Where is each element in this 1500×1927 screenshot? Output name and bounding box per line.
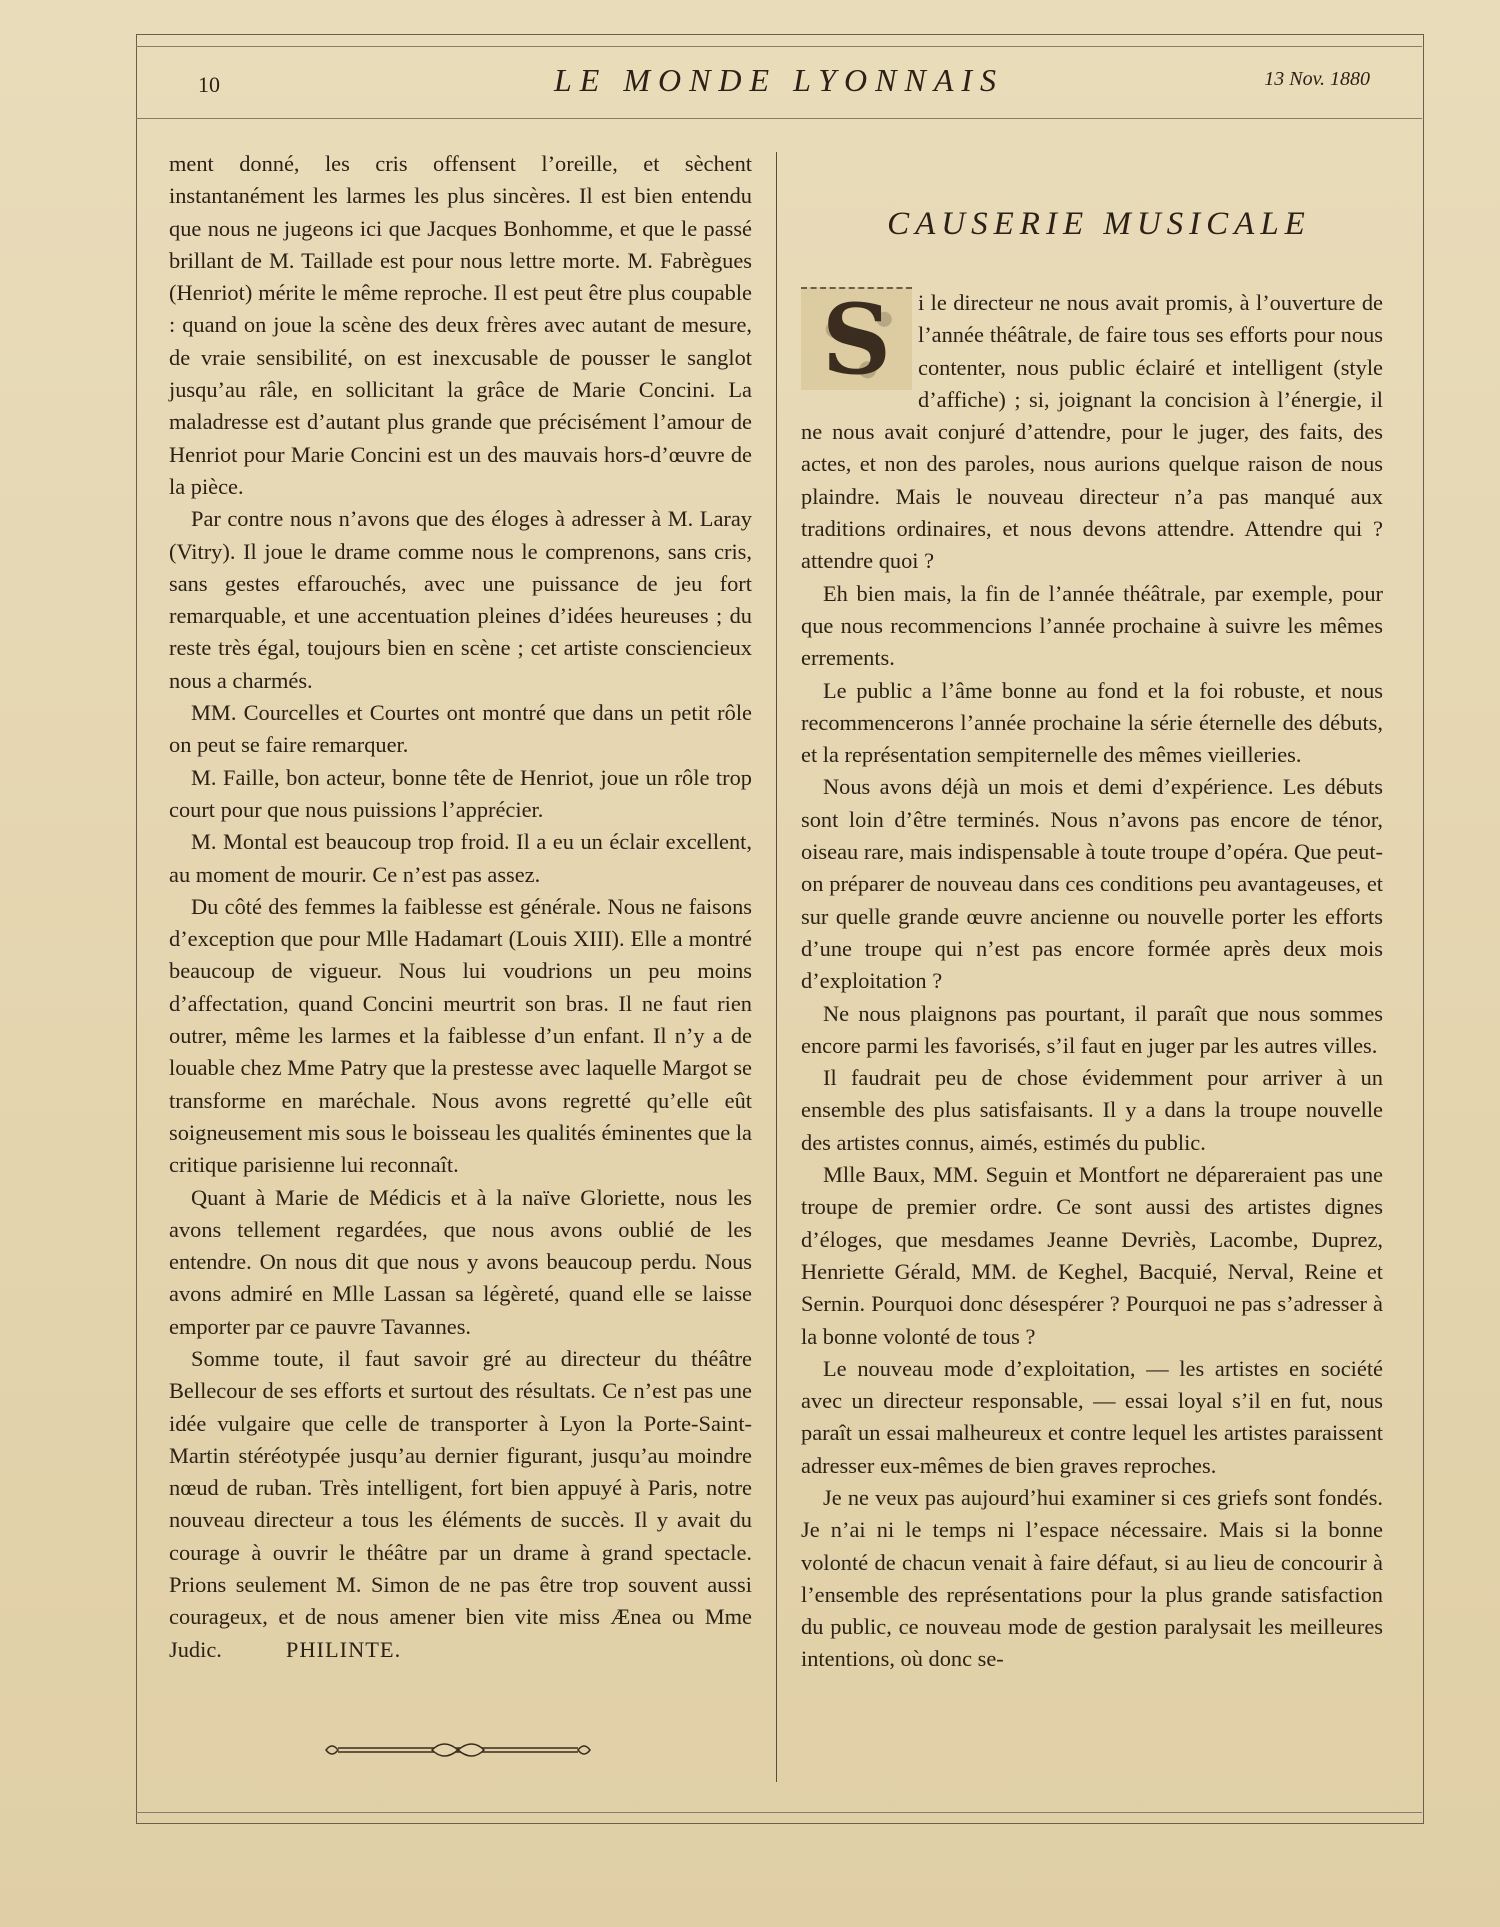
left-column xyxy=(169,148,752,1666)
left-paragraph-6: Du côté des femmes la faiblesse est générale. Nous ne faisons d’exception que pour Mlle Hadamart (Louis XIII). Elle a montré beaucoup de vigueur. Nous lui voudrions un peu moins d’affectation, quand Concini meurtrit son bras. Il ne faut rien outrer, même les larmes et la faiblesse d’un enfant. Il n’y a de louable chez Mme Patry que la prestesse avec laquelle Margot se transforme en maréchale. Nous avons regretté qu’elle eût soigneusement mis sous le boisseau les qualités éminentes que la critique parisienne lui reconnaît. xyxy=(169,893,752,1178)
running-head xyxy=(136,54,1422,110)
footer-rule xyxy=(136,1812,1422,1813)
right-paragraph-3: Le public a l’âme bonne au fond et la foi robuste, et nous recommencerons l’année prochaine la série éternelle des débuts, et la représentation sempiternelle des mêmes vieilleries. xyxy=(801,677,1383,768)
right-paragraph-8: Le nouveau mode d’exploitation, — les artistes en société avec un directeur responsable, — essai loyal s’il en fut, nous paraît un essai malheureux et contre lequel les artistes paraissent adresser eux-mêmes de bien graves reproches. xyxy=(801,1355,1383,1478)
left-paragraph-8 xyxy=(169,1343,752,1666)
right-paragraph-4: Nous avons déjà un mois et demi d’expérience. Les débuts sont loin d’être terminés. Nous n’avons pas encore de ténor, oiseau rare, mais indispensable à toute troupe d’opéra. Que peut-on préparer de nouveau dans ces conditions peu avantageuses, et sur quelle grande œuvre ancienne ou nouvelle porter les efforts d’une troupe qui n’est pas encore formée après deux mois d’exploitation ? xyxy=(801,774,1383,994)
page-number: 10 xyxy=(198,72,220,97)
right-paragraph-1-text: i le directeur ne nous avait promis, à l’ouverture de l’année théâtrale, de faire tous ses efforts pour nous contenter, nous public éclairé et intelligent (style d’affiche) ; si, joignant la concision à l’énergie, il ne nous avait conjuré d’attendre, pour le juger, des faits, des actes, et non des paroles, nous aurions quelque raison de nous plaindre. Mais le nouveau directeur n’a pas manqué aux traditions ordinaires, et nous devons attendre. Attendre qui ? attendre quoi ? xyxy=(801,290,1383,574)
ornate-drop-cap: S xyxy=(801,287,912,390)
journal-title: LE MONDE LYONNAIS xyxy=(553,62,1005,98)
right-paragraph-1 xyxy=(801,283,1383,578)
left-paragraph-8-text: Somme toute, il faut savoir gré au directeur du théâtre Bellecour de ses efforts et surtout des résultats. Ce n’est pas une idée vulgaire que celle de transporter à Lyon la Porte-Saint-Martin stéréotypée jusqu’au dernier figurant, jusqu’au moindre nœud de ruban. Très intelligent, fort bien appuyé à Paris, notre nouveau directeur a tous les éléments de succès. Il y avait du courage à ouvrir le théâtre par un drame à grand spectacle. Prions seulement M. Simon de ne pas être trop souvent aussi courageux, et de nous amener bien vite miss Ænea ou Mme Judic. xyxy=(169,1345,752,1662)
left-paragraph-5: M. Montal est beaucoup trop froid. Il a eu un éclair excellent, au moment de mourir. Ce n’est pas assez. xyxy=(169,829,752,887)
header-top-rule xyxy=(136,46,1422,47)
left-paragraph-1: ment donné, les cris offensent l’oreille, et sèchent instantanément les larmes les plus sincères. Il est bien entendu que nous ne jugeons ici que Jacques Bonhomme, et que le passé brillant de M. Taillade est pour nous lettre morte. M. Fabrègues (Henriot) mérite le même reproche. Il est peut être plus coupable : quand on joue la scène des deux frères avec autant de mesure, de vraie sensibilité, on est inexcusable de pousser le sanglot jusqu’au râle, en sollicitant la grâce de Marie Concini. La maladresse est d’autant plus grande que précisément l’amour de Henriot pour Marie Concini est un des mauvais hors-d’œuvre de la pièce. xyxy=(169,151,752,499)
column-divider xyxy=(776,152,777,1782)
issue-date: 13 Nov. 1880 xyxy=(1264,68,1370,90)
tail-ornament xyxy=(322,1738,594,1762)
left-paragraph-7: Quant à Marie de Médicis et à la naïve Gloriette, nous les avons tellement regardées, que nous avons oublié de les entendre. On nous dit que nous y avons beaucoup perdu. Nous avons admiré en Mlle Lassan sa légèreté, quand elle se laisse emporter par ce pauvre Tavannes. xyxy=(169,1184,752,1339)
right-paragraph-2: Eh bien mais, la fin de l’année théâtrale, par exemple, pour que nous recommencions l’année prochaine à suivre les mêmes errements. xyxy=(801,580,1383,671)
right-paragraph-9: Je ne veux pas aujourd’hui examiner si ces griefs sont fondés. Je n’ai ni le temps ni l’espace nécessaire. Mais si la bonne volonté de chacun venait à faire défaut, si au lieu de concourir à l’ensemble des représentations pour la plus grande satisfaction du public, ce nouveau mode de gestion paralysait les meilleures intentions, où donc se- xyxy=(801,1484,1383,1672)
section-title: CAUSERIE MUSICALE xyxy=(887,206,1311,242)
right-paragraph-6: Il faudrait peu de chose évidemment pour arriver à un ensemble des plus satisfaisants. Il y a dans la troupe nouvelle des artistes connus, aimés, estimés du public. xyxy=(801,1065,1383,1155)
right-column xyxy=(801,283,1383,1676)
left-paragraph-3: MM. Courcelles et Courtes ont montré que dans un petit rôle on peut se faire remarquer. xyxy=(169,700,752,758)
author-signature: PHILINTE. xyxy=(285,1636,402,1662)
right-paragraph-7: Mlle Baux, MM. Seguin et Montfort ne dépareraient pas une troupe de premier ordre. Ce sont aussi des artistes dignes d’éloges, que mesdames Jeanne Devriès, Lacombe, Duprez, Henriette Gérald, MM. de Keghel, Bacquié, Nerval, Reine et Sernin. Pourquoi donc désespérer ? Pourquoi ne pas s’adresser à la bonne volonté de tous ? xyxy=(801,1162,1383,1349)
left-paragraph-2: Par contre nous n’avons que des éloges à adresser à M. Laray (Vitry). Il joue le drame comme nous le comprenons, sans cris, sans gestes effarouchés, avec une puissance de jeu fort remarquable, et une accentuation pleines d’idées heureuses ; du reste très égal, toujours bien en scène ; cet artiste consciencieux nous a charmés. xyxy=(169,506,752,693)
left-paragraph-4: M. Faille, bon acteur, bonne tête de Henriot, joue un rôle trop court pour que nous puissions l’apprécier. xyxy=(169,764,752,822)
header-bottom-rule xyxy=(136,118,1422,119)
right-paragraph-5: Ne nous plaignons pas pourtant, il paraît que nous sommes encore parmi les favorisés, s’il faut en juger par les autres villes. xyxy=(801,1000,1383,1058)
